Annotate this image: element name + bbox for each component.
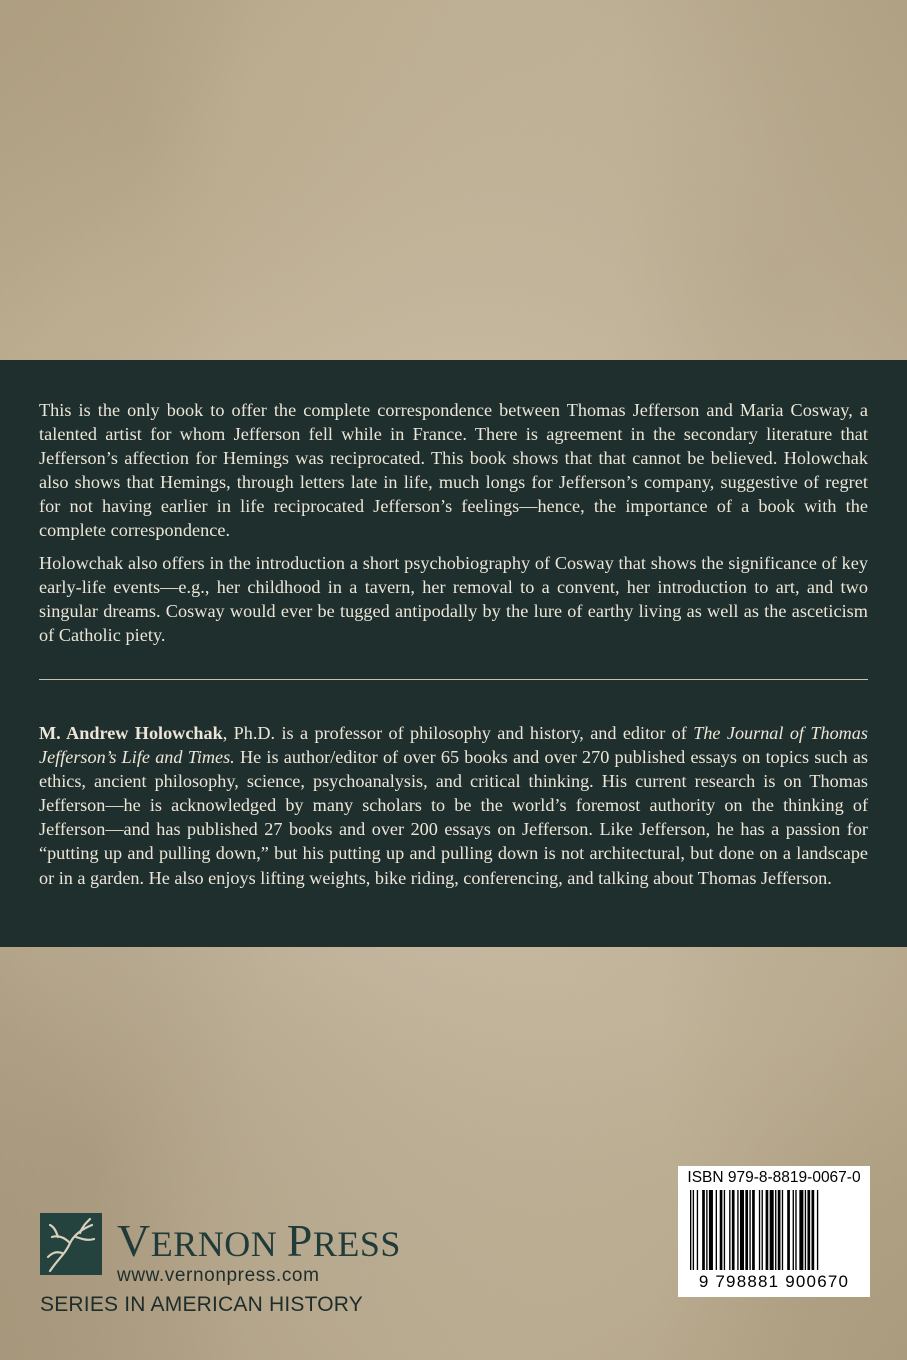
publisher-name: VERNON PRESS [117,1215,401,1266]
isbn-label: ISBN 979-8-8819-0067-0 [687,1169,861,1186]
barcode-bars [688,1190,860,1272]
barcode-digits: 9 798881 900670 [698,1272,850,1291]
journal-title: The Journal of Thomas Jefferson’s Life and Times. [39,723,868,768]
series-name: SERIES IN AMERICAN HISTORY [40,1293,363,1316]
description-paragraph-1: This is the only book to offer the complete correspondence between Thomas Jefferson and Maria Cosway, a talented artist for whom Jefferson fell while in France. There is agreement in the secondary literature that Jefferson’s affection for Hemings was reciprocated. This book shows that that cannot be believed. Holowchak also shows that Hemings, through letters late in life, much longs for Jefferson’s company, suggestive of regret for not having earlier in life reciprocated Jefferson’s feelings—hence, the importance of a book with the complete correspondence. [39,400,868,541]
author-name: M. Andrew Holowchak [39,723,223,743]
description-paragraph-2: Holowchak also offers in the introduction a short psychobiography of Cosway that shows the significance of key early-life events—e.g., her childhood in a tavern, her removal to a convent, her introduction to art, and two singular dreams. Cosway would ever be tugged antipodally by the lure of earthy living as well as the asceticism of Catholic piety. [39,552,868,645]
description-panel [0,360,907,947]
divider-line [39,679,868,680]
publisher-website: www.vernonpress.com [117,1265,320,1286]
author-bio-intro: , Ph.D. is a professor of philosophy and history, and editor of [222,723,694,743]
author-bio [39,721,868,890]
author-bio-rest: He is author/editor of over 65 books and over 270 published essays on topics such as ethics, ancient philosophy, science, psychoanalysis, and critical thinking. His current research is on Thomas Jefferson—he is acknowledged by many scholars to be the world’s foremost authority on the thinking of Jefferson—and has published 27 books and over 200 essays on Jefferson. Like Jefferson, he has a passion for “putting up and pulling down,” but his putting up and pulling down is not architectural, but done on a landscape or in a garden. He also enjoys lifting weights, bike riding, conferencing, and talking about Thomas Jefferson. [39,747,869,888]
tree-branch-icon [40,1213,102,1275]
isbn-barcode [678,1166,870,1297]
